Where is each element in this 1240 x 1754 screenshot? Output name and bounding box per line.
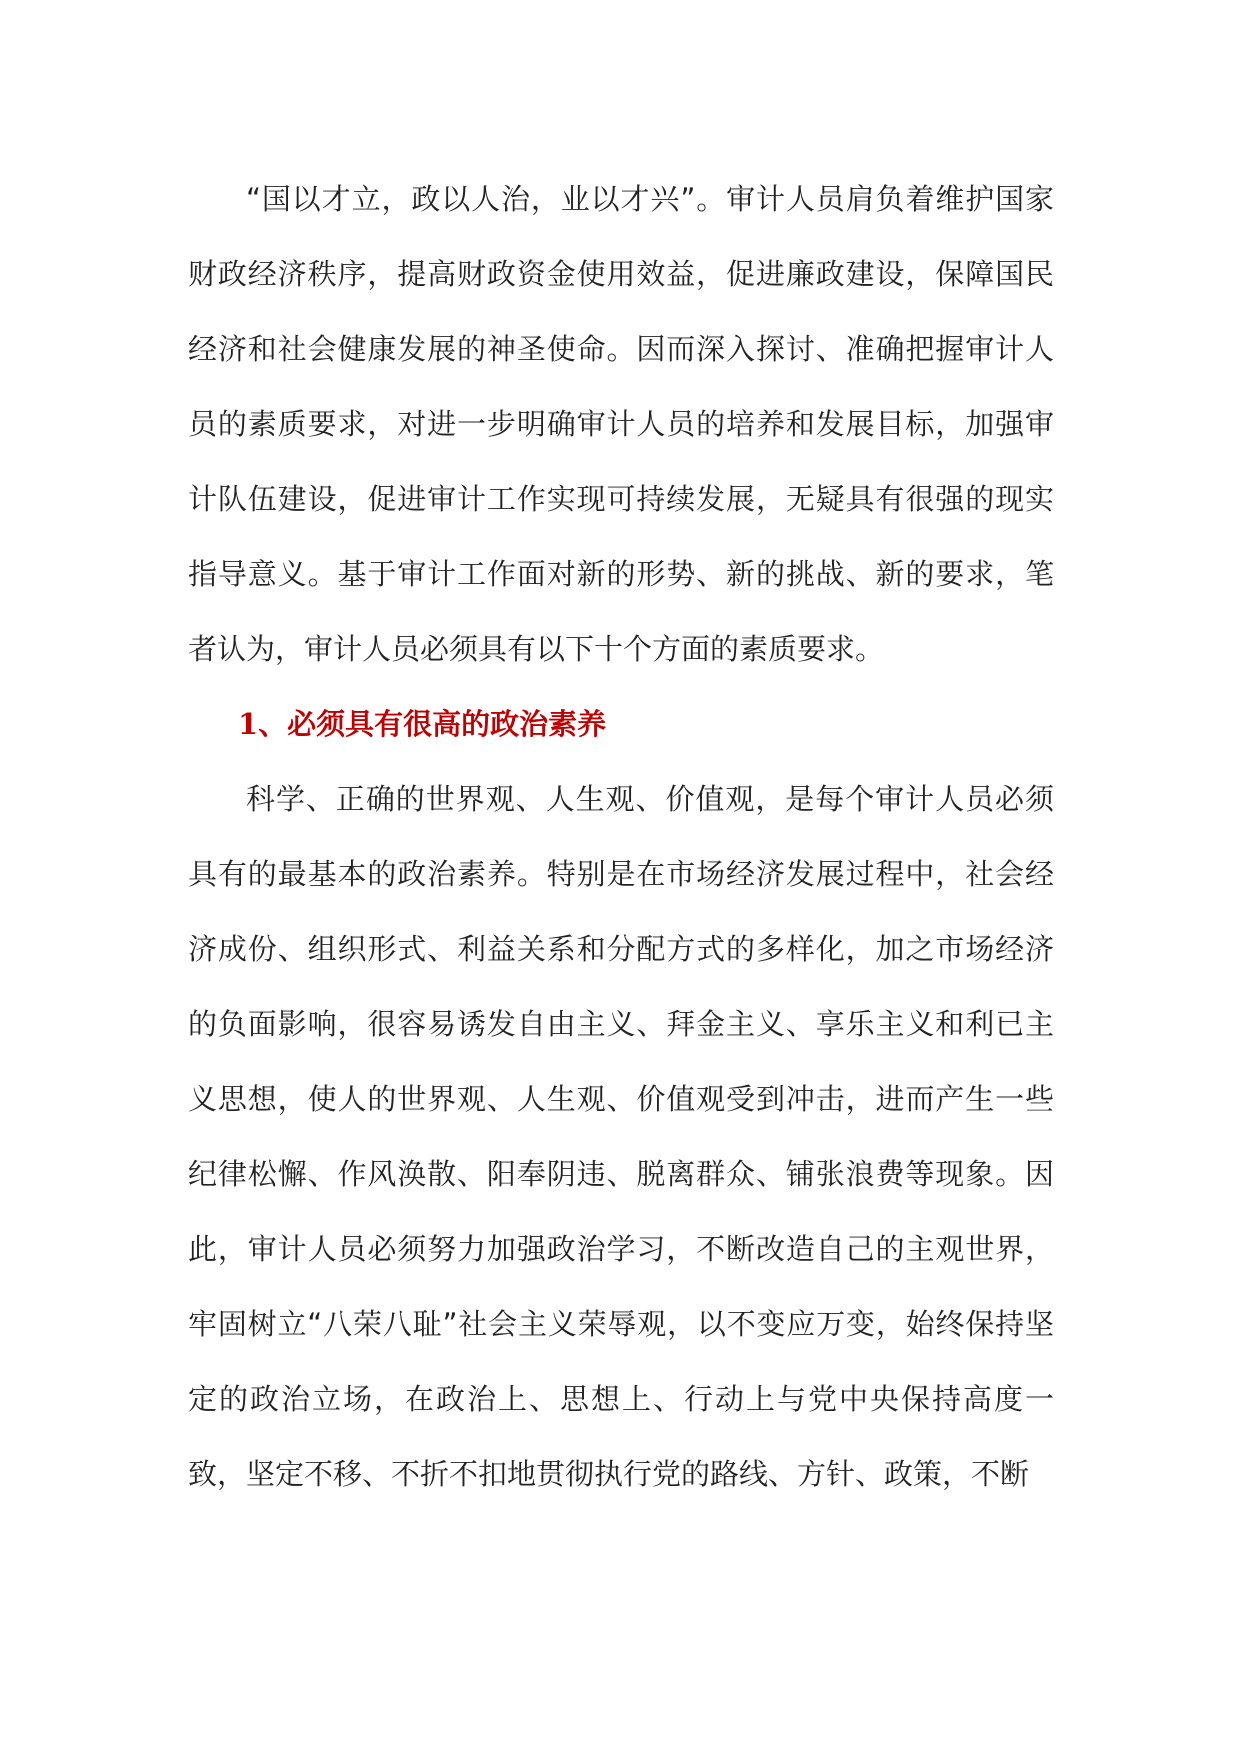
document-body — [188, 162, 1054, 1512]
section-heading-1: 1、必须具有很高的政治素养 — [238, 707, 607, 741]
intro-paragraph: “国以才立，政以人治，业以才兴”。审计人员肩负着维护国家财政经济秩序，提高财政资金使用效益，促进廉政建设，保障国民经济和社会健康发展的神圣使命。因而深入探讨、准确把握审计人员的素质要求，对进一步明确审计人员的培养和发展目标，加强审计队伍建设，促进审计工作实现可持续发展，无疑具有很强的现实指导意义。基于审计工作面对新的形势、新的挑战、新的要求，笔者认为，审计人员必须具有以下十个方面的素质要求。 — [188, 182, 1054, 666]
section-1-paragraph: 科学、正确的世界观、人生观、价值观，是每个审计人员必须具有的最基本的政治素养。特别是在市场经济发展过程中，社会经济成份、组织形式、利益关系和分配方式的多样化，加之市场经济的负面影响，很容易诱发自由主义、拜金主义、享乐主义和利已主义思想，使人的世界观、人生观、价值观受到冲击，进而产生一些纪律松懈、作风涣散、阳奉阴违、脱离群众、铺张浪费等现象。因此，审计人员必须努力加强政治学习，不断改造自己的主观世界，牢固树立“八荣八耻”社会主义荣辱观，以不变应万变，始终保持坚定的政治立场，在政治上、思想上、行动上与党中央保持高度一致，坚定不移、不折不扣地贯彻执行党的路线、方针、政策，不断 — [188, 782, 1054, 1491]
